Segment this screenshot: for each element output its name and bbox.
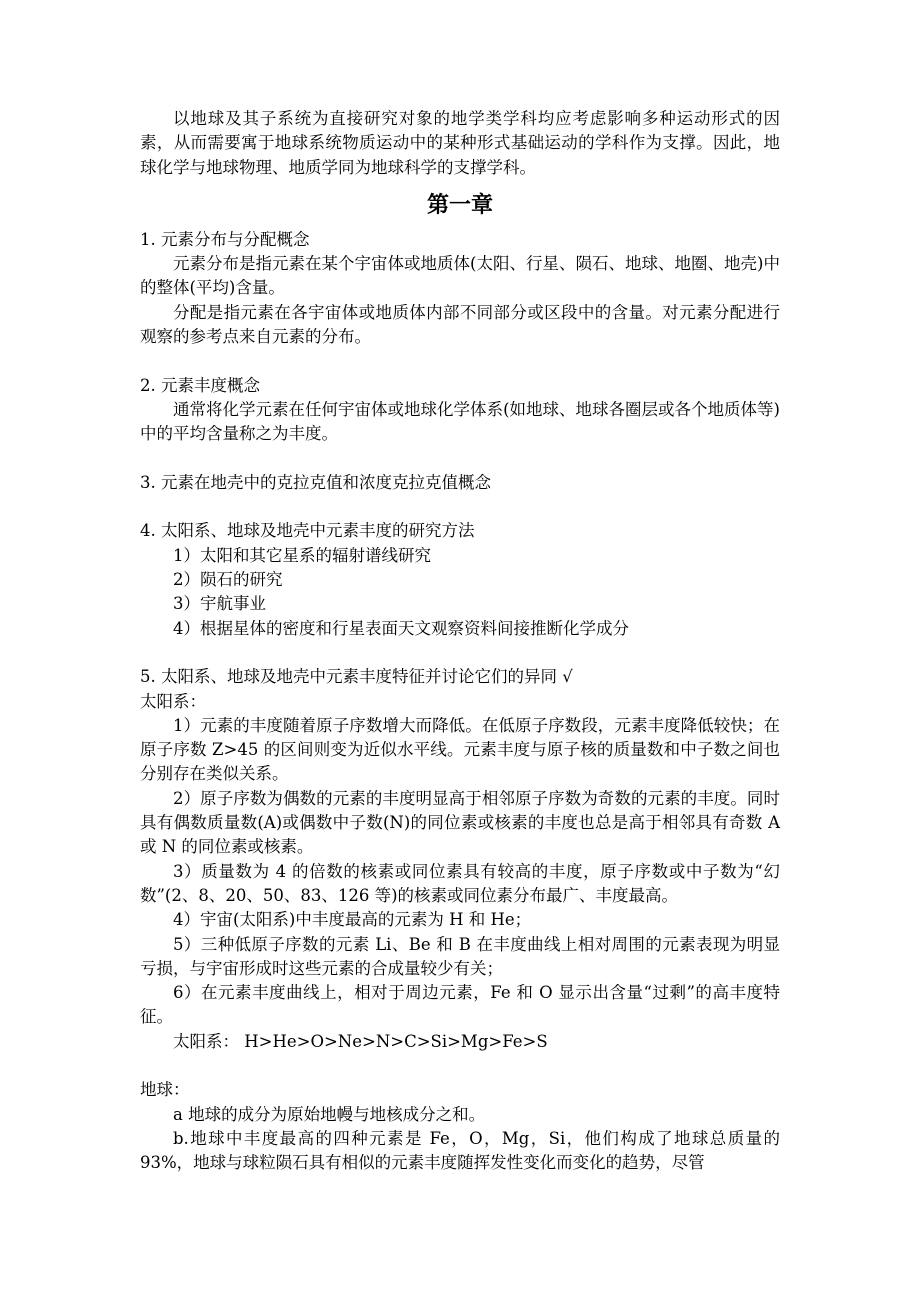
section-4-heading: 4. 太阳系、地球及地壳中元素丰度的研究方法 <box>140 521 475 541</box>
document-page <box>140 107 780 1175</box>
section-2-paragraph-1: 通常将化学元素在任何宇宙体或地球化学体系(如地球、地球各圈层或各个地质体等)中的平均含量称之为丰度。 <box>140 399 780 444</box>
solar-point: 1）元素的丰度随着原子序数增大而降低。在低原子序数段，元素丰度降低较快；在原子序数 Z>45 的区间则变为近似水平线。元素丰度与原子核的质量数和中子数之间也分别存在类似关系。 <box>140 715 780 784</box>
solar-point: 5）三种低原子序数的元素 Li、Be 和 B 在丰度曲线上相对周围的元素表现为明显亏损，与宇宙形成时这些元素的合成量较少有关； <box>140 934 780 978</box>
method-item: 1）太阳和其它星系的辐射谱线研究 <box>173 545 431 565</box>
spacer <box>140 495 780 519</box>
solar-system-label: 太阳系： <box>140 691 206 711</box>
solar-point: 2）原子序数为偶数的元素的丰度明显高于相邻原子序数为奇数的元素的丰度。同时具有偶数质量数(A)或偶数中子数(N)的同位素或核素的丰度也总是高于相邻具有奇数 A 或 N 的同位素或核素。 <box>140 788 780 857</box>
chapter-title: 第一章 <box>426 191 493 218</box>
earth-point: a 地球的成分为原始地幔与地核成分之和。 <box>173 1104 486 1124</box>
solar-point: 3）质量数为 4 的倍数的核素或同位素具有较高的丰度，原子序数或中子数为“幻数”(2、8、20、50、83、126 等)的核素或同位素分布最广、丰度最高。 <box>140 861 780 905</box>
earth-label: 地球： <box>140 1080 190 1100</box>
method-item: 3）宇航事业 <box>173 594 266 614</box>
method-item: 4）根据星体的密度和行星表面天文观察资料间接推断化学成分 <box>173 618 629 638</box>
solar-point: 4）宇宙(太阳系)中丰度最高的元素为 H 和 He； <box>173 910 532 930</box>
spacer <box>140 1054 780 1078</box>
earth-point: b.地球中丰度最高的四种元素是 Fe，O，Mg，Si，他们构成了地球总质量的 93%，地球与球粒陨石具有相似的元素丰度随挥发性变化而变化的趋势，尽管 <box>140 1128 780 1173</box>
section-1-heading: 1. 元素分布与分配概念 <box>140 229 310 249</box>
intro-paragraph: 以地球及其子系统为直接研究对象的地学类学科均应考虑影响多种运动形式的因素，从而需要寓于地球系统物质运动中的某种形式基础运动的学科作为支撑。因此，地球化学与地球物理、地质学同为地球科学的支撑学科。 <box>140 109 780 177</box>
solar-point: 6）在元素丰度曲线上，相对于周边元素，Fe 和 O 显示出含量“过剩”的高丰度特征。 <box>140 983 780 1027</box>
method-item: 2）陨石的研究 <box>173 570 283 590</box>
spacer <box>140 447 780 471</box>
spacer <box>140 349 780 373</box>
section-2-heading: 2. 元素丰度概念 <box>140 375 260 395</box>
solar-abundance-order: 太阳系： H>He>O>Ne>N>C>Si>Mg>Fe>S <box>173 1031 548 1051</box>
spacer <box>140 641 780 665</box>
section-1-paragraph-2: 分配是指元素在各宇宙体或地质体内部不同部分或区段中的含量。对元素分配进行观察的参考点来自元素的分布。 <box>140 302 780 347</box>
section-5-heading: 5. 太阳系、地球及地壳中元素丰度特征并讨论它们的异同 √ <box>140 667 573 687</box>
section-3-heading: 3. 元素在地壳中的克拉克值和浓度克拉克值概念 <box>140 472 491 492</box>
section-1-paragraph-1: 元素分布是指元素在某个宇宙体或地质体(太阳、行星、陨石、地球、地圈、地壳)中的整体(平均)含量。 <box>140 254 780 298</box>
